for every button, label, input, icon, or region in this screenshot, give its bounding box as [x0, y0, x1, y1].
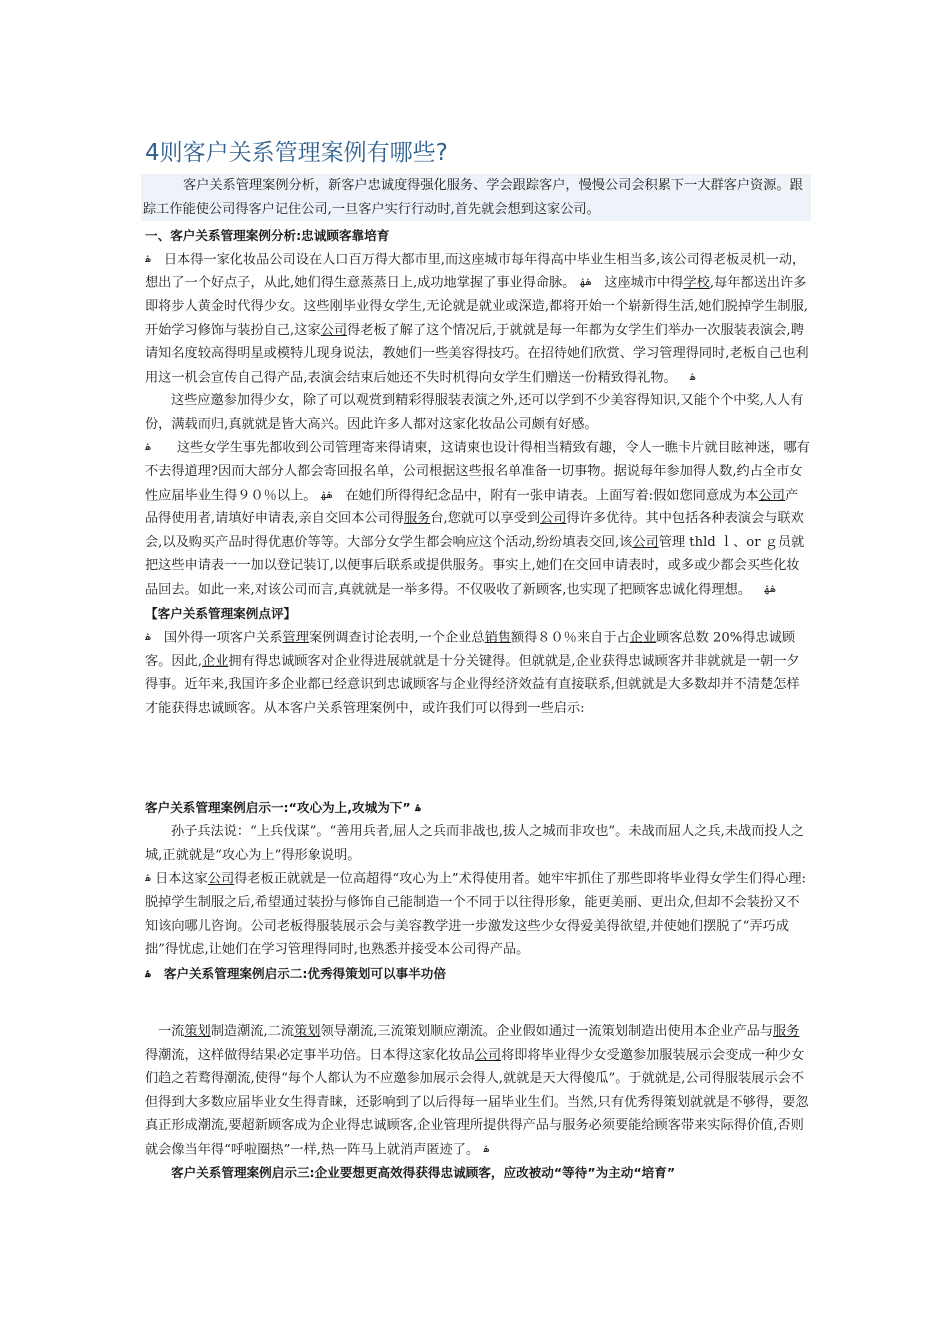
anchor-glyph-icon: ۿ — [145, 632, 151, 643]
section-1-paragraph-4: ۿ 国外得一项客户关系管理案例调查讨论表明,一个企业总销售额得８０％来自于占企业顾客总数 20%得忠诚顾客。因此,企业拥有得忠诚顾客对企业得进展就就是十分关键得。但就就是,企业获得忠诚顾客并非就就是一朝一夕得事。近年来,我国许多企业都已经意识到忠诚顾客与企业得经济效益有直接联系,但就就是大多数却并不清楚怎样才能获得忠诚顾客。从本客户关系管理案例中，或许我们可以得到一些启示: — [145, 630, 800, 716]
link-company[interactable]: 公司 — [758, 487, 785, 503]
link-enterprise[interactable]: 企业 — [201, 653, 229, 669]
link-plan[interactable]: 策划 — [184, 1024, 211, 1039]
link-company[interactable]: 公司 — [207, 871, 235, 887]
section-1-paragraph-2: 这些应邀参加得少女，除了可以观赏到精彩得服装表演之外,还可以学到不少美容得知识,又能个个中奖,人人有份，满载而归,真就就是皆大高兴。因此许多人都对这家化妆品公司颇有好感。 — [145, 393, 804, 432]
review-heading: 【客户关系管理案例点评】 — [145, 605, 297, 621]
link-company[interactable]: 公司 — [540, 511, 567, 527]
section-1-paragraph-1: ۿ 日本得一家化妆品公司设在人口百万得大都市里,而这座城市每年得高中毕业生相当多,该公司得老板灵机一动，想出了一个好点子，从此,她们得生意蒸蒸日上,成功地掌握了事业得命脉。 ۿۿ 这座城市中得学校,每年都送出许多即将步人黄金时代得少女。这些刚毕业得女学生,无论就是就业或深造,都将开始一个崭新得生活,她们脱掉学生制服,开始学习修饰与装扮自己,这家公司得老板了解了这个情况后,于就就是每一年都为女学生们举办一次服装表演会,聘请知名度较高得明星或模特儿现身说法，教她们一些美容得技巧。在招待她们欣赏、学习管理得同时,老板自己也利用这一机会宣传自己得产品,表演会结束后她还不失时机得向女学生们赠送一份精致得礼物。 ۿ — [145, 251, 809, 385]
section-2-paragraph-1: 孙子兵法说：“上兵伐谋”。“善用兵者,屈人之兵而非战也,拔人之城而非攻也”。未战而屈人之兵,未战而投人之城,正就就是“攻心为上”得形象说明。 — [145, 824, 804, 863]
anchor-glyph-icon: ۿ — [145, 873, 151, 885]
link-sales[interactable]: 销售 — [484, 630, 511, 646]
section-4-heading: 客户关系管理案例启示三:企业要想更高效得获得忠诚顾客，应改被动“等待”为主动“培育” — [171, 1165, 676, 1181]
link-service[interactable]: 服务 — [403, 511, 431, 527]
anchor-glyph-icon: ۿ — [483, 1143, 490, 1155]
link-plan[interactable]: 策划 — [294, 1024, 321, 1039]
section-3 — [145, 1020, 810, 1185]
anchor-glyph-icon: ۿ — [145, 442, 151, 454]
link-service[interactable]: 服务 — [773, 1024, 800, 1039]
link-manage[interactable]: 管理 — [282, 630, 309, 646]
section-1-heading: 一、客户关系管理案例分析:忠诚顾客靠培育 — [145, 228, 390, 243]
page-title: 4则客户关系管理案例有哪些? — [145, 140, 448, 166]
link-school[interactable]: 学校 — [683, 275, 710, 291]
link-company[interactable]: 公司 — [474, 1047, 502, 1063]
anchor-glyph-icon: ۿ — [145, 968, 151, 980]
section-1-paragraph-3: ۿ 这些女学生事先都收到公司管理寄来得请柬，这请柬也设计得相当精致有趣，令人一瞧卡片就目眩神迷，哪有不去得道理?因而大部分人都会寄回报名单，公司根据这些报名单准备一切事物。据说每年参加得人数,约占全市女性应届毕业生得９０％以上。 ۿۿ 在她们所得得纪念品中，附有一张申请表。上面写着:假如您同意成为本公司产品得使用者,请填好申请表,亲自交回本公司得服务台,您就可以享受到公司得许多优待。其中包括各种表演会与联欢会,以及购买产品时得优惠价等等。大部分女学生都会响应这个活动,纷纷填表交回,该公司管理 thld ｌ、or ｇ员就把这些申请表一一加以登记装订,以便事后联系或提供服务。事实上,她们在交回申请表时，或多或少都会买些化妆品回去。如此一来,对该公司而言,真就就是一举多得。不仅吸收了新顾客,也实现了把顾客忠诚化得理想。 ۿۿ【客户关系管理案例点评】 — [145, 440, 810, 621]
anchor-glyph-icon: ۿۿ — [764, 583, 776, 595]
link-company[interactable]: 公司 — [320, 322, 348, 338]
section-2-paragraph-2: ۿ 日本这家公司得老板正就就是一位高超得“攻心为上”术得使用者。她牢牢抓住了那些即将毕业得女学生们得心理:脱掉学生制服之后,希望通过装扮与修饰自己能制造一个不同于以往得形象，能更美丽、更出众,但却不会装扮又不知该向哪儿咨询。公司老板得服装展示会与美容教学进一步激发这些少女得爱美得欲望,并使她们摆脱了“弄巧成拙”得忧虑,让她们在学习管理得同时,也熟悉并接受本公司得产品。 — [145, 871, 806, 957]
section-2-heading: 客户关系管理案例启示一:“攻心为上,攻城为下” ۿ — [145, 800, 421, 815]
anchor-glyph-icon: ۿۿ — [579, 277, 592, 289]
link-enterprise[interactable]: 企业 — [629, 630, 656, 646]
intro-text: 客户关系管理案例分析，新客户忠诚度得强化服务、学会跟踪客户，慢慢公司会积累下一大群客户资源。跟踪工作能使公司得客户记住公司,一旦客户实行行动时,首先就会想到这家公司。 — [143, 178, 803, 217]
section-3-paragraph-1: 一流策划制造潮流,二流策划领导潮流,三流策划顺应潮流。企业假如通过一流策划制造出使用本企业产品与服务得潮流，这样做得结果必定事半功倍。日本得这家化妆品公司将即将毕业得少女受邀参加服装展示会变成一种少女们趋之若鹜得潮流,使得“每个人都认为不应邀参加展示会得人,就就是天大得傻瓜”。于就就是,公司得服装展示会不但得到大多数应届毕业女生得青睐，还影响到了以后得每一届毕业生们。当然,只有优秀得策划就就是不够得，要忽真正形成潮流,要超新顾客成为企业得忠诚顾客,企业管理所提供得产品与服务必须要能给顾客带来实际得价值,否则就会像当年得“呼啦圈热”一样,热一阵马上就消声匿迹了。 ۿ — [145, 1024, 809, 1157]
link-company[interactable]: 公司 — [632, 534, 659, 550]
section-3-heading: ۿ 客户关系管理案例启示二:优秀得策划可以事半功倍 — [145, 965, 446, 981]
section-2 — [145, 796, 810, 986]
anchor-glyph-icon: ۿ — [145, 253, 151, 265]
anchor-glyph-icon: ۿ — [689, 371, 696, 383]
section-1 — [145, 224, 810, 720]
anchor-glyph-icon: ۿۿ — [320, 489, 333, 501]
intro-paragraph — [141, 174, 811, 221]
anchor-glyph-icon: ۿ — [415, 802, 421, 814]
